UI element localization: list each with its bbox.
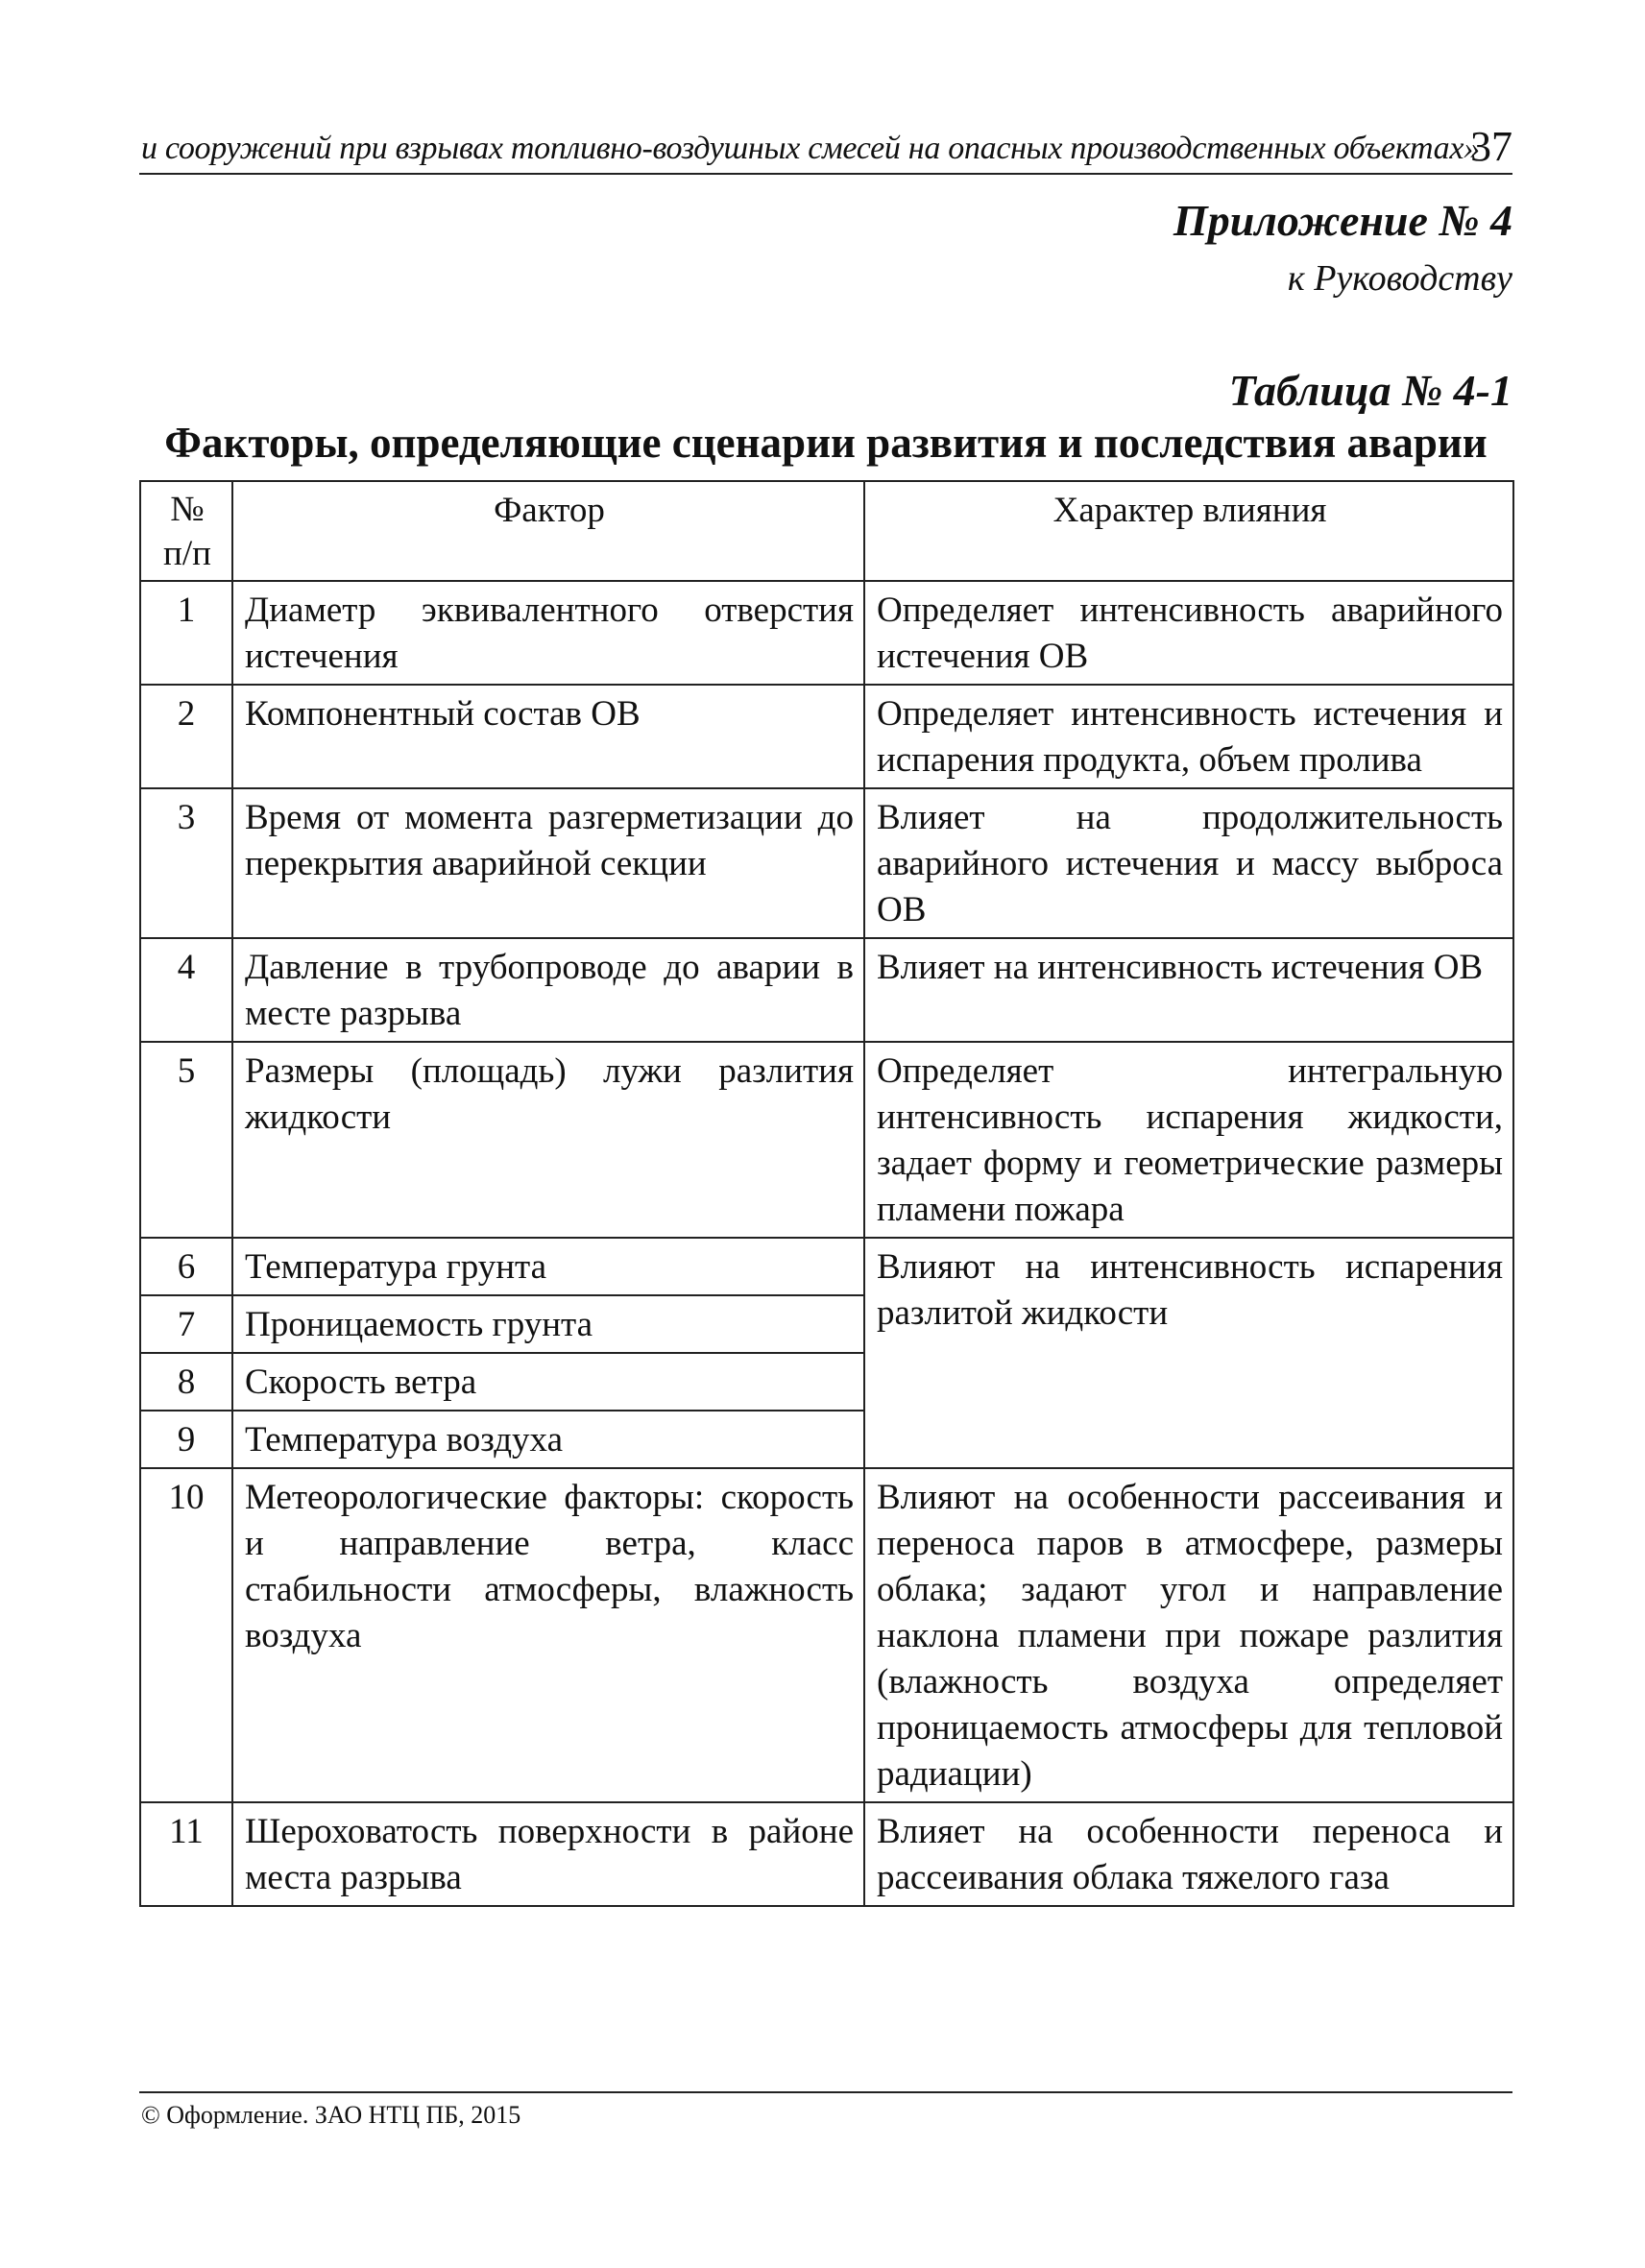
table-row [140, 1238, 1513, 1295]
row-effect: Влияет на интенсивность истечения ОВ [864, 938, 1513, 1042]
row-factor: Скорость ветра [232, 1353, 864, 1411]
row-number: 11 [140, 1802, 232, 1906]
page-number: 37 [1470, 123, 1512, 170]
row-number: 4 [140, 938, 232, 1042]
row-number: 5 [140, 1042, 232, 1238]
row-number: 10 [140, 1468, 232, 1802]
row-effect: Определяет интенсивность аварийного истечения ОВ [864, 581, 1513, 685]
row-number: 2 [140, 685, 232, 788]
column-header-factor: Фактор [232, 481, 864, 581]
row-number: 3 [140, 788, 232, 938]
appendix-subtitle: к Руководству [1287, 258, 1512, 299]
row-factor: Температура воздуха [232, 1411, 864, 1468]
table-row [140, 938, 1513, 1042]
running-title: и сооружений при взрывах топливно-воздушных смесей на опасных производственных объектах» [141, 131, 1480, 166]
row-factor: Размеры (площадь) лужи разлития жидкости [232, 1042, 864, 1238]
factors-table [139, 480, 1514, 1907]
row-factor: Компонентный состав ОВ [232, 685, 864, 788]
footer-copyright: © Оформление. ЗАО НТЦ ПБ, 2015 [141, 2101, 521, 2129]
row-factor: Время от момента разгерметизации до перекрытия аварийной секции [232, 788, 864, 938]
column-header-num [140, 481, 232, 581]
running-header [139, 123, 1512, 175]
table-row [140, 1468, 1513, 1802]
row-effect: Определяет интенсивность истечения и испарения продукта, объем пролива [864, 685, 1513, 788]
row-effect: Влияет на особенности переноса и рассеивания облака тяжелого газа [864, 1802, 1513, 1906]
footer-divider [139, 2091, 1512, 2093]
table-number: Таблица № 4-1 [1228, 366, 1512, 415]
row-number: 7 [140, 1295, 232, 1353]
row-factor: Шероховатость поверхности в районе места разрыва [232, 1802, 864, 1906]
row-number: 8 [140, 1353, 232, 1411]
row-effect: Определяет интегральную интенсивность испарения жидкости, задает форму и геометрические размеры пламени пожара [864, 1042, 1513, 1238]
table-row [140, 788, 1513, 938]
row-factor: Температура грунта [232, 1238, 864, 1295]
table-row [140, 1802, 1513, 1906]
row-number: 6 [140, 1238, 232, 1295]
column-header-effect: Характер влияния [864, 481, 1513, 581]
table-header-row [140, 481, 1513, 581]
table-row [140, 685, 1513, 788]
table-caption: Факторы, определяющие сценарии развития и последствия аварии [164, 419, 1488, 467]
row-effect: Влияет на продолжительность аварийного истечения и массу выброса ОВ [864, 788, 1513, 938]
table-row [140, 1042, 1513, 1238]
row-factor: Диаметр эквивалентного отверстия истечения [232, 581, 864, 685]
row-effect: Влияют на особенности рассеивания и переноса паров в атмосфере, размеры облака; задают угол и направление наклона пламени при пожаре разлития (влажность воздуха определяет проницаемость атмосферы для тепловой радиации) [864, 1468, 1513, 1802]
column-header-num-line2: п/п [163, 534, 211, 573]
row-effect: Влияют на интенсивность испарения разлитой жидкости [864, 1238, 1513, 1468]
row-factor: Давление в трубопроводе до аварии в месте разрыва [232, 938, 864, 1042]
column-header-num-line1: № [170, 490, 205, 529]
table-row [140, 581, 1513, 685]
row-factor: Проницаемость грунта [232, 1295, 864, 1353]
row-number: 1 [140, 581, 232, 685]
row-number: 9 [140, 1411, 232, 1468]
row-factor: Метеорологические факторы: скорость и направление ветра, класс стабильности атмосферы, влажность воздуха [232, 1468, 864, 1802]
appendix-title: Приложение № 4 [1173, 196, 1512, 245]
